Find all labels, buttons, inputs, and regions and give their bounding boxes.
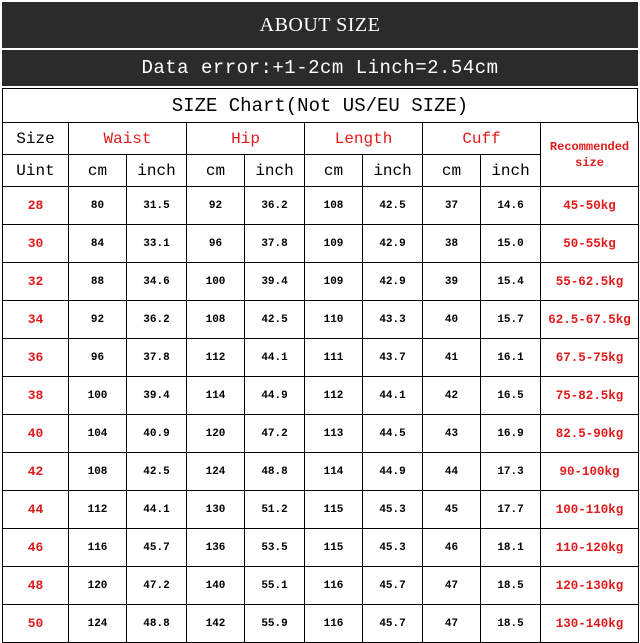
length-cm-header: cm [305,155,363,187]
hip-inch-cell: 55.9 [245,605,305,643]
length-cm-cell: 113 [305,415,363,453]
length-inch-cell: 45.3 [363,529,423,567]
length-cm-cell: 116 [305,605,363,643]
size-cell: 32 [3,263,69,301]
waist-cm-cell: 88 [69,263,127,301]
length-inch-cell: 45.3 [363,491,423,529]
cuff-cm-cell: 45 [423,491,481,529]
size-cell: 42 [3,453,69,491]
table-row [3,377,639,415]
cuff-cm-cell: 40 [423,301,481,339]
recommended-size-cell: 110-120kg [541,529,639,567]
recommended-size-cell: 75-82.5kg [541,377,639,415]
cuff-cm-cell: 41 [423,339,481,377]
waist-inch-cell: 34.6 [127,263,187,301]
waist-cm-header: cm [69,155,127,187]
length-cm-cell: 115 [305,491,363,529]
size-cell: 38 [3,377,69,415]
size-cell: 44 [3,491,69,529]
length-cm-cell: 115 [305,529,363,567]
waist-inch-cell: 36.2 [127,301,187,339]
cuff-cm-cell: 43 [423,415,481,453]
size-chart-title: SIZE Chart(Not US/EU SIZE) [2,88,638,123]
cuff-inch-cell: 18.5 [481,567,541,605]
length-cm-cell: 110 [305,301,363,339]
hip-cm-header: cm [187,155,245,187]
waist-cm-cell: 116 [69,529,127,567]
length-inch-cell: 45.7 [363,567,423,605]
length-cm-cell: 108 [305,187,363,225]
cuff-inch-cell: 16.9 [481,415,541,453]
hip-inch-cell: 48.8 [245,453,305,491]
table-row [3,225,639,263]
cuff-inch-cell: 16.1 [481,339,541,377]
table-row [3,529,639,567]
cuff-inch-cell: 15.7 [481,301,541,339]
recommended-size-cell: 82.5-90kg [541,415,639,453]
size-cell: 36 [3,339,69,377]
table-row [3,415,639,453]
table-row [3,339,639,377]
waist-inch-cell: 45.7 [127,529,187,567]
length-inch-cell: 45.7 [363,605,423,643]
table-row [3,491,639,529]
hip-cm-cell: 140 [187,567,245,605]
recommended-size-cell: 130-140kg [541,605,639,643]
length-cm-cell: 109 [305,225,363,263]
hip-inch-cell: 53.5 [245,529,305,567]
waist-cm-cell: 120 [69,567,127,605]
length-cm-cell: 116 [305,567,363,605]
recommended-size-header: Recommended size [541,123,639,187]
size-cell: 50 [3,605,69,643]
hip-inch-cell: 44.1 [245,339,305,377]
table-row [3,567,639,605]
size-table [2,122,639,643]
cuff-inch-header: inch [481,155,541,187]
about-size-banner [2,2,638,48]
length-header: Length [305,123,423,155]
cuff-inch-cell: 17.3 [481,453,541,491]
waist-cm-cell: 80 [69,187,127,225]
length-inch-header: inch [363,155,423,187]
recommended-size-cell: 55-62.5kg [541,263,639,301]
length-cm-cell: 112 [305,377,363,415]
hip-inch-cell: 39.4 [245,263,305,301]
recommended-size-cell: 45-50kg [541,187,639,225]
length-inch-cell: 44.9 [363,453,423,491]
hip-inch-cell: 36.2 [245,187,305,225]
recommended-size-cell: 50-55kg [541,225,639,263]
hip-cm-cell: 96 [187,225,245,263]
waist-header: Waist [69,123,187,155]
waist-inch-cell: 40.9 [127,415,187,453]
hip-inch-cell: 37.8 [245,225,305,263]
waist-cm-cell: 112 [69,491,127,529]
cuff-inch-cell: 17.7 [481,491,541,529]
cuff-cm-cell: 44 [423,453,481,491]
waist-inch-cell: 48.8 [127,605,187,643]
length-inch-cell: 44.1 [363,377,423,415]
waist-inch-header: inch [127,155,187,187]
hip-cm-cell: 136 [187,529,245,567]
cuff-cm-cell: 47 [423,605,481,643]
hip-inch-cell: 55.1 [245,567,305,605]
cuff-cm-header: cm [423,155,481,187]
length-cm-cell: 109 [305,263,363,301]
waist-inch-cell: 31.5 [127,187,187,225]
waist-inch-cell: 44.1 [127,491,187,529]
hip-cm-cell: 124 [187,453,245,491]
cuff-inch-cell: 15.0 [481,225,541,263]
cuff-cm-cell: 47 [423,567,481,605]
length-inch-cell: 42.5 [363,187,423,225]
cuff-cm-cell: 37 [423,187,481,225]
recommended-size-cell: 67.5-75kg [541,339,639,377]
waist-cm-cell: 84 [69,225,127,263]
waist-inch-cell: 47.2 [127,567,187,605]
length-inch-cell: 44.5 [363,415,423,453]
recommended-size-cell: 62.5-67.5kg [541,301,639,339]
length-inch-cell: 43.7 [363,339,423,377]
group-header-row [3,123,639,155]
hip-inch-header: inch [245,155,305,187]
waist-cm-cell: 100 [69,377,127,415]
waist-inch-cell: 39.4 [127,377,187,415]
data-error-banner [2,50,638,86]
table-row [3,605,639,643]
hip-cm-cell: 100 [187,263,245,301]
length-cm-cell: 114 [305,453,363,491]
hip-inch-cell: 44.9 [245,377,305,415]
hip-cm-cell: 92 [187,187,245,225]
hip-header: Hip [187,123,305,155]
hip-inch-cell: 47.2 [245,415,305,453]
waist-cm-cell: 108 [69,453,127,491]
hip-inch-cell: 51.2 [245,491,305,529]
hip-cm-cell: 130 [187,491,245,529]
size-header: Size [3,123,69,155]
recommended-size-cell: 90-100kg [541,453,639,491]
table-row [3,263,639,301]
size-table-body [3,123,639,643]
hip-cm-cell: 120 [187,415,245,453]
cuff-cm-cell: 46 [423,529,481,567]
hip-cm-cell: 142 [187,605,245,643]
length-inch-cell: 43.3 [363,301,423,339]
unit-header: Uint [3,155,69,187]
length-cm-cell: 111 [305,339,363,377]
waist-inch-cell: 33.1 [127,225,187,263]
hip-inch-cell: 42.5 [245,301,305,339]
hip-cm-cell: 112 [187,339,245,377]
hip-cm-cell: 114 [187,377,245,415]
length-inch-cell: 42.9 [363,225,423,263]
cuff-inch-cell: 18.1 [481,529,541,567]
size-cell: 40 [3,415,69,453]
cuff-header: Cuff [423,123,541,155]
cuff-inch-cell: 14.6 [481,187,541,225]
cuff-inch-cell: 18.5 [481,605,541,643]
recommended-size-cell: 100-110kg [541,491,639,529]
table-row [3,453,639,491]
cuff-cm-cell: 42 [423,377,481,415]
hip-cm-cell: 108 [187,301,245,339]
waist-cm-cell: 96 [69,339,127,377]
table-row [3,301,639,339]
size-cell: 48 [3,567,69,605]
waist-cm-cell: 124 [69,605,127,643]
size-cell: 30 [3,225,69,263]
waist-cm-cell: 92 [69,301,127,339]
table-row [3,187,639,225]
cuff-inch-cell: 16.5 [481,377,541,415]
cuff-cm-cell: 39 [423,263,481,301]
data-error-note: Data error:+1-2cm Linch=2.54cm [141,57,499,79]
recommended-size-cell: 120-130kg [541,567,639,605]
waist-cm-cell: 104 [69,415,127,453]
about-size-title: ABOUT SIZE [259,13,381,36]
size-cell: 34 [3,301,69,339]
cuff-inch-cell: 15.4 [481,263,541,301]
cuff-cm-cell: 38 [423,225,481,263]
waist-inch-cell: 37.8 [127,339,187,377]
size-cell: 28 [3,187,69,225]
size-cell: 46 [3,529,69,567]
waist-inch-cell: 42.5 [127,453,187,491]
length-inch-cell: 42.9 [363,263,423,301]
